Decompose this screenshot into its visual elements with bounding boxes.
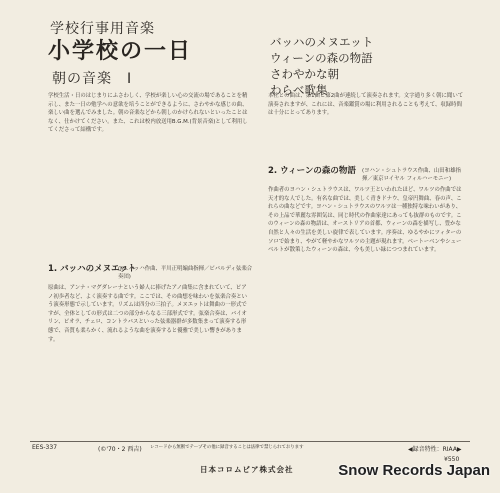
section-credit: (ヨハン・シュトラウス作曲、山田和雄指揮／東京ロイヤル フィルハーモニー) — [362, 168, 461, 182]
volume-subtitle: 朝の音楽 I — [52, 71, 133, 87]
right-intro-paragraph: 本社との曲は、第1曲と第2曲が連続して演奏されます。文字通り多く朝に聞いて演奏されますが、これには、音楽鑑賞の場に利用されることも考えて、収録時間は十分にとってあります。 — [268, 93, 464, 117]
section-heading: 2. ウィーンの森の物語 — [268, 166, 356, 176]
recording-curve: ◀録音特性：RIAA▶ — [408, 446, 462, 453]
track-item: ウィーンの森の物語 — [270, 51, 373, 65]
main-title: 小学校の一日 — [48, 39, 193, 64]
company-name: 日本コロムビア株式会社 — [200, 465, 294, 474]
section-credit: (J.S.バッハ作曲、平川正明編曲指揮／ビバルディ弦楽合奏団) — [118, 266, 253, 280]
catalog-number: EES-337 — [32, 444, 58, 451]
section-heading: 1. バッハのメヌエット — [48, 264, 137, 274]
intro-paragraph: 学校生活・日のはじまりにふさわしく、学校が楽しい心の交流の場であることを精示し、また一日の勉学への意欲を培うことができるように、さわやかな感じの曲、楽しい曲を選んでみました。朝の音楽などから朝しのかけられないといったことはなく、仕かけてください。また、これは校内放送用B.G.M.(背景音楽)として利用してくださって結構です。 — [48, 93, 248, 134]
watermark: Snow Records Japan — [338, 462, 490, 479]
section-body: 作曲者のヨハン・シュトラウスは、ワルツ王といわれたほど、ワルツの作曲では天才的な人でした。有名な曲では、美しく青きドナウ、皇帝円舞曲、春の声、これらの曲などです。ヨハン・シュトラウスのワルツは一種独特な味わいがあり、その上品で華麗な雰囲気は、同じ時代の作曲家達にあっても抜群のものです。このウィーンの森の物語は、オーストリアの首都、ウィーンの森を描写し、豊かな自然と人々の生活を美しい旋律で表しています。序奏は、ゆるやかにツィターのソロで始まり、やがて軽やかなワルツの主題が現れます。ベートーベンやシューベルトが散策したウィーンの森は、今も美しい緑につつまれています。 — [268, 187, 462, 254]
legal-notice: レコードから無断でテープその他に録音することは法律で禁じられております — [150, 445, 304, 450]
series-title: 学校行事用音楽 — [50, 21, 155, 37]
copyright-date: (©'70・2 西吉) — [98, 446, 142, 453]
price: ¥550 — [444, 456, 460, 463]
track-item: さわやかな朝 — [270, 67, 339, 81]
footer-divider — [30, 441, 470, 442]
track-item: バッハのメヌエット — [270, 35, 374, 49]
track-list — [270, 34, 373, 98]
track-item: わらべ歌集 — [270, 83, 328, 97]
section-body: 原曲は、アンナ・マグダレーナという婦人に捧げたアノ曲集に含まれていて、ピアノ初歩者など、よく演奏する曲です。ここでは、その曲想を味わいを弦楽合奏という演奏形態で示しています。リズムは四分の三拍子。メヌエットは舞曲の一形式ですが、全体としての形式は二つの部分からなる三部形式です。弦楽合奏は、バイオリン、ビオラ、チェロ、コントラバスといった弦楽器群が多数集まって演奏する形態で、音質も柔らかく、流れるような曲を演奏すると優雅で美しい響きがあります。 — [48, 285, 248, 343]
